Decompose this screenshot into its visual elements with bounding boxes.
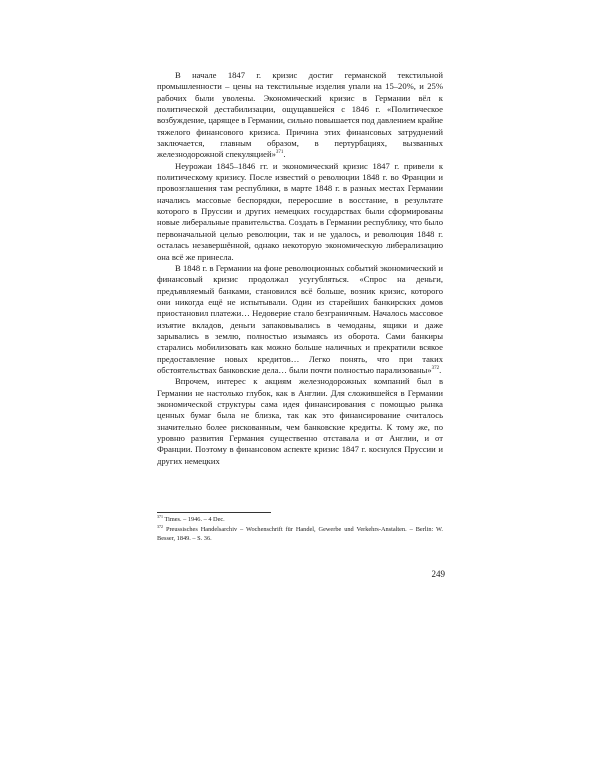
paragraph-3-tail: . <box>439 364 442 375</box>
paragraph-1-text: В начале 1847 г. кризис достиг германской текстильной промышленности – цены на текстильные изделия упали на 15–20%, и 25% рабочих были уволены. Экономический кризис в Германии вёл к политической дестабилизации, ощущавшейся с 1846 г. «Политическое возбуждение, царящее в Германии, сильно повышается под давлением крайне тяжелого финансового кризиса. Причина этих финансовых затруднений заключается, главным образом, в пертурбациях, вызванных железнодорожной спекуляцией» <box>157 70 443 160</box>
body-text <box>157 70 443 467</box>
footnotes <box>157 515 443 544</box>
paragraph-3 <box>157 263 443 376</box>
paragraph-2 <box>157 161 443 263</box>
paragraph-1 <box>157 70 443 161</box>
paragraph-1-tail: . <box>283 149 286 160</box>
footnote-text: Preussisches Handelsarchiv – Wochenschrift für Handel, Gewerbe und Verkehrs-Anstalten. – Berlin: W. Besser, 1849. – S. 36. <box>157 525 443 542</box>
footnote-372 <box>157 525 443 544</box>
footnote-number: 371 <box>157 514 163 519</box>
paragraph-4 <box>157 376 443 467</box>
footnote-ref-371: 371 <box>275 150 284 156</box>
paragraph-4-text: Впрочем, интерес к акциям железнодорожных компаний был в Германии не настолько глубок, как в Англии. Для сложившейся в Германии экономической структуры сама идея финансирования с помощью рынка ценных бумаг была не близка, так как это финансирование считалось значительно более рискованным, чем банковские кредиты. К тому же, по уровню развития Германия существенно отставала и от Англии, и от Франции. Поэтому в финансовом аспекте кризис 1847 г. коснулся Пруссии и других немецких <box>157 376 443 466</box>
footnote-separator <box>157 512 271 513</box>
footnote-ref-372: 372 <box>431 365 440 371</box>
footnote-text: Times. – 1946. – 4 Dec. <box>164 516 225 523</box>
footnote-number: 372 <box>157 523 163 529</box>
paragraph-3-text: В 1848 г. в Германии на фоне революционных событий экономический и финансовый кризис продолжал усугубляться. «Спрос на деньги, предъявляемый банками, становился всё больше, возник кризис, которого они никогда ещё не испытывали. Один из старейших банкирских домов приостановил платежи… Недоверие стало безграничным. Началось массовое изъятие вкладов, деньги запаковывались в чемоданы, ящики и даже зарывались в землю, полностью изымаясь из оборота. Сами банкиры старались мобилизовать как можно больше наличных и прекратили всякое предоставление новых кредитов… Легко понять, что при таких обстоятельствах банковские дела… были почти полностью парализованы» <box>157 262 443 375</box>
paragraph-2-text: Неурожаи 1845–1846 гг. и экономический кризис 1847 г. привели к политическому кризису. После известий о революции 1848 г. во Франции и провозглашения там республики, в марте 1848 г. в разных местах Германии начались массовые беспорядки, переросшие в восстание, в результате которого в Пруссии и других немецких государствах были сформированы новые либеральные правительства. Создать в Германии республику, что было первоначальной целью революции, так и не удалось, и революция 1848 г. осталась незавершённой, однако некоторую экономическую либерализацию она всё же принесла. <box>157 160 443 262</box>
footnote-371 <box>157 515 443 525</box>
page-number: 249 <box>431 569 445 579</box>
